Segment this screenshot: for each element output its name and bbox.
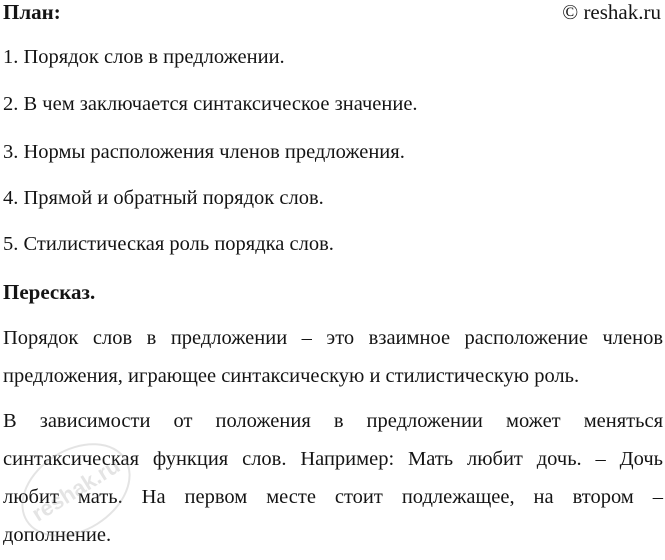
plan-item: 3. Нормы расположения членов предложения. [3, 141, 405, 163]
plan-item: 4. Прямой и обратный порядок слов. [3, 187, 324, 209]
copyright-label: © reshak.ru [562, 0, 661, 24]
plan-item: 5. Стилистическая роль порядка слов. [3, 233, 334, 255]
retelling-heading: Пересказ. [3, 280, 96, 304]
paragraph-line: предложения, играющее синтаксическую и стилистическую роль. [3, 365, 580, 387]
svg-text:reshak.ru: reshak.ru [27, 452, 125, 527]
plan-item: 2. В чем заключается синтаксическое значение. [3, 93, 418, 115]
plan-heading: План: [3, 0, 61, 24]
paragraph-line: синтаксическая функция слов. Например: Мать любит дочь. – Дочь [3, 448, 663, 470]
paragraph-line: Порядок слов в предложении – это взаимное расположение членов [3, 327, 663, 349]
plan-item: 1. Порядок слов в предложении. [3, 46, 285, 68]
reshak-watermark-logo [6, 420, 146, 560]
paragraph-line: В зависимости от положения в предложении может меняться [3, 410, 663, 432]
paragraph-line: любит мать. На первом месте стоит подлежащее, на втором – [3, 486, 663, 508]
paragraph-line: дополнение. [3, 524, 112, 546]
